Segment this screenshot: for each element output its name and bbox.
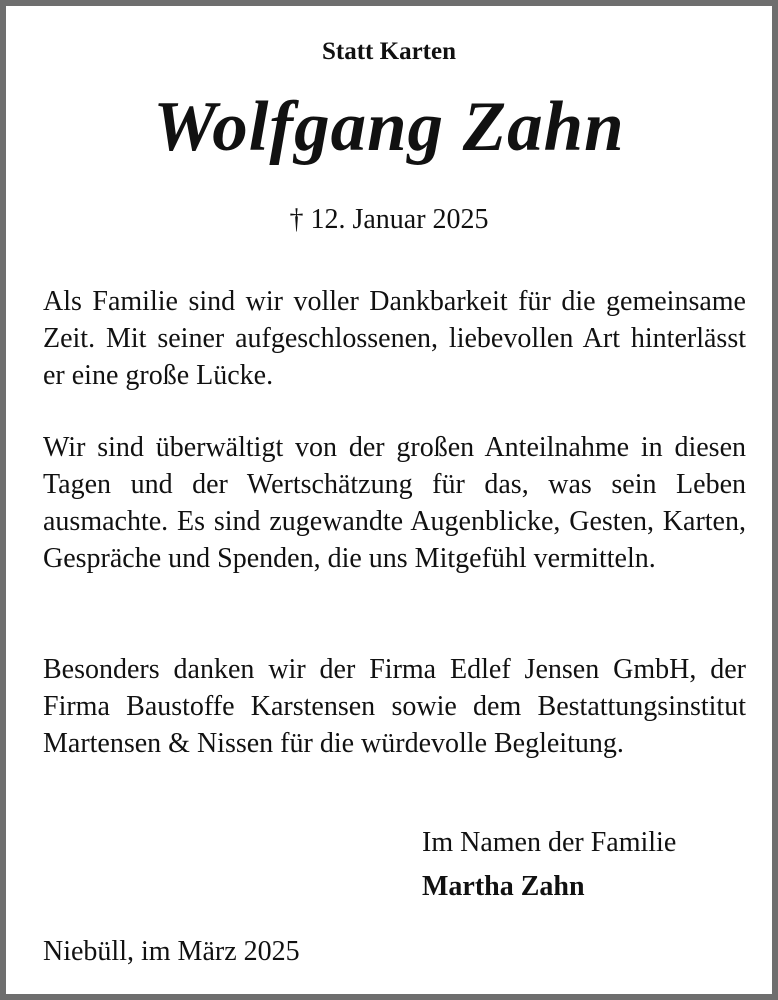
paragraph-thanks: Besonders danken wir der Firma Edlef Jensen GmbH, der Firma Baustoffe Karstensen sowie dem Bestattungsinstitut Martensen & Nissen für die würdevolle Begleitung. xyxy=(43,654,746,759)
notice-header: Statt Karten xyxy=(322,38,456,65)
paragraph-sympathy: Wir sind überwältigt von der großen Anteilnahme in diesen Tagen und der Wertschätzung für das, was sein Leben ausmachte. Es sind zugewandte Augenblicke, Gesten, Karten, Gespräche und Spenden, die uns Mitgefühl vermitteln. xyxy=(43,432,746,574)
deceased-name: Wolfgang Zahn xyxy=(153,88,625,166)
signoff-line: Im Namen der Familie xyxy=(422,827,677,858)
signer-name: Martha Zahn xyxy=(422,871,585,902)
paragraph-gratitude: Als Familie sind wir voller Dankbarkeit für die gemeinsame Zeit. Mit seiner aufgeschlossenen, liebevollen Art hinterlässt er eine große Lücke. xyxy=(43,286,746,391)
death-date: † 12. Januar 2025 xyxy=(289,204,489,235)
place-date: Niebüll, im März 2025 xyxy=(43,936,300,967)
